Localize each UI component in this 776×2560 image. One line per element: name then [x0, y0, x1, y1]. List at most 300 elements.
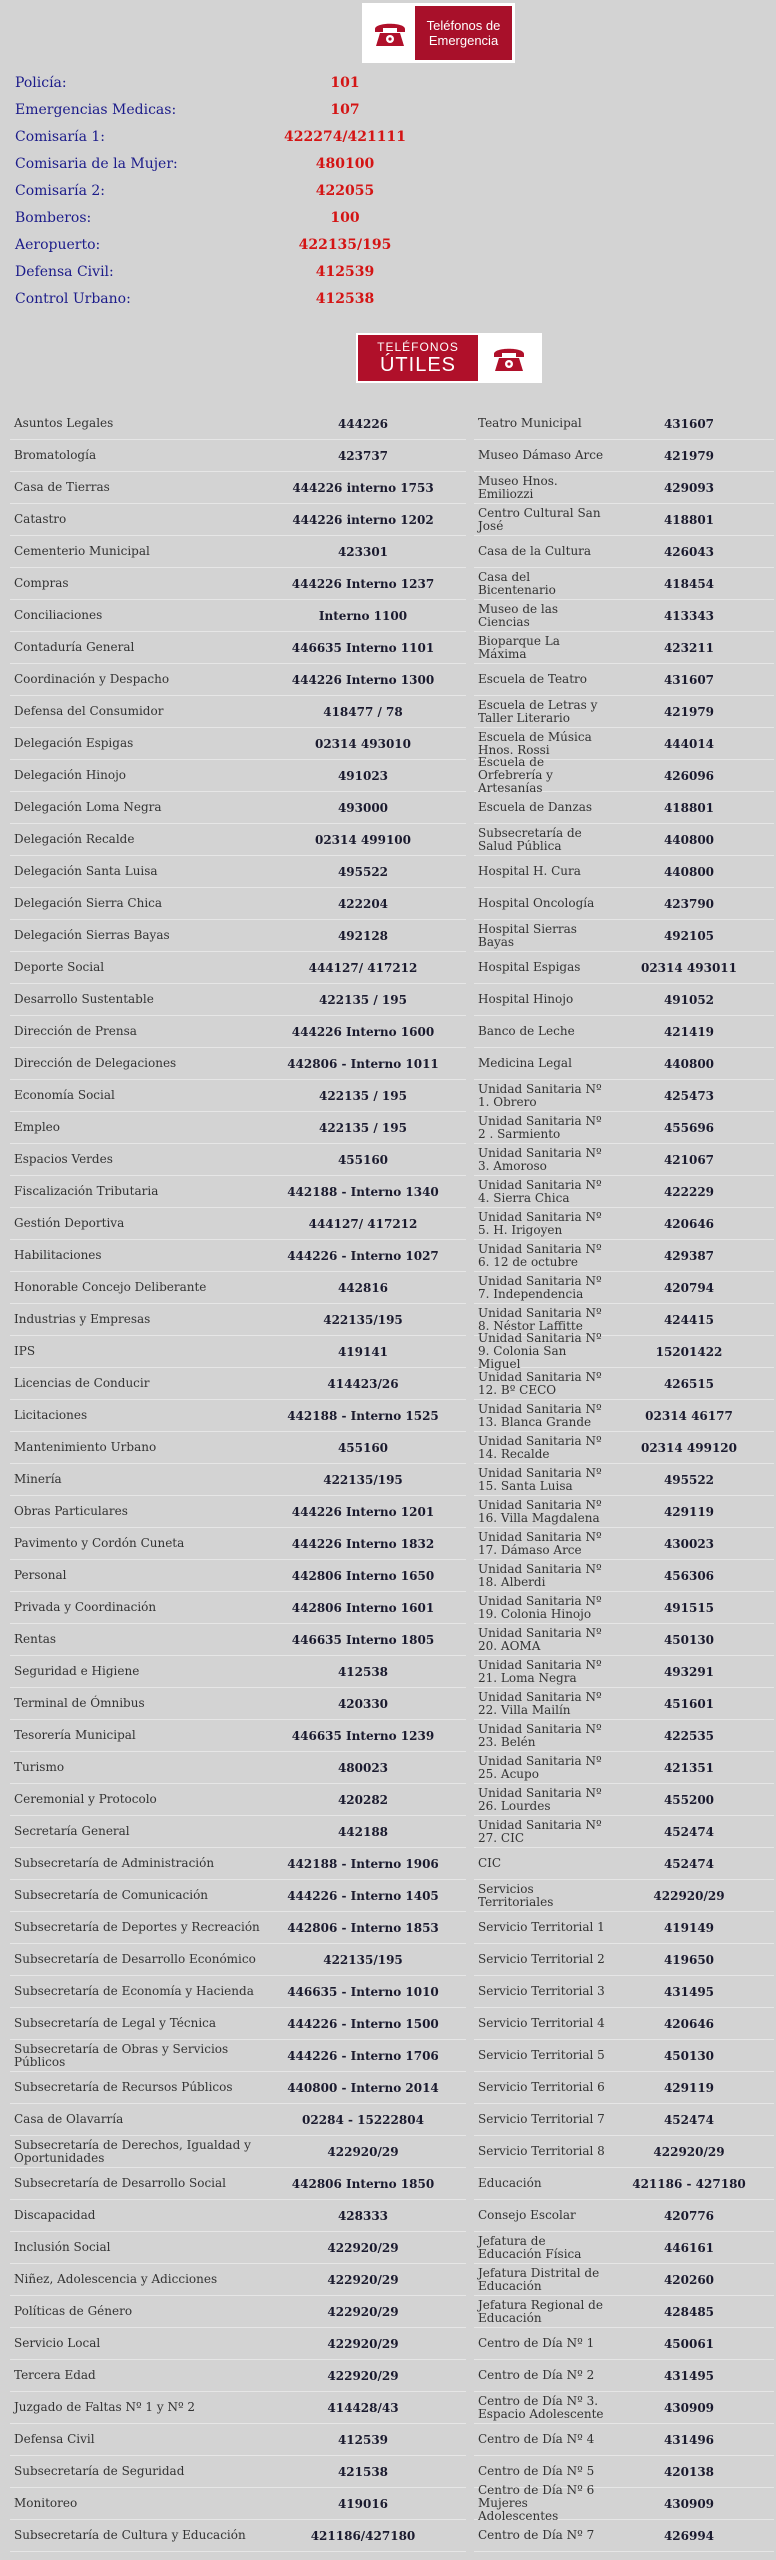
phone-number[interactable]: 450061 [663, 2336, 715, 2351]
phone-number[interactable]: 440800 [663, 864, 715, 879]
phone-number[interactable]: 425473 [663, 1088, 715, 1103]
phone-number[interactable]: 418454 [663, 576, 715, 591]
office-name: Unidad Sanitaria Nº 9. Colonia San Miguel [478, 1331, 602, 1371]
phone-number[interactable]: 422229 [663, 1184, 715, 1199]
phone-number[interactable]: 440800 [663, 832, 715, 847]
emergency-row [15, 259, 515, 286]
office-name: Subsecretaría de Cultura y Educación [14, 2528, 246, 2542]
office-name: Unidad Sanitaria Nº 20. AOMA [478, 1625, 602, 1653]
directory-row [10, 1592, 466, 1624]
directory-row [474, 1464, 774, 1496]
phone-number[interactable]: 422920/29 [653, 2144, 725, 2159]
phone-number[interactable]: 02314 499120 [640, 1440, 738, 1455]
directory-row [10, 728, 466, 760]
office-name: Industrias y Empresas [14, 1312, 151, 1326]
office-name: Compras [14, 576, 69, 590]
office-name: Subsecretaría de Derechos, Igualdad y Oportunidades [14, 2137, 251, 2165]
phone-number[interactable]: 440800 - Interno 2014 [287, 2080, 439, 2095]
office-name: Educación [478, 2176, 542, 2190]
phone-number[interactable]: 413343 [663, 608, 715, 623]
office-name: Casa del Bicentenario [478, 569, 556, 597]
phone-number[interactable]: 444226 Interno 1600 [291, 1024, 435, 1039]
phone-number[interactable]: 422135 / 195 [319, 992, 407, 1007]
emergency-number[interactable]: 422135/195 [298, 237, 392, 253]
emergency-label: Control Urbano: [15, 291, 131, 307]
phone-number[interactable]: 420776 [663, 2208, 715, 2223]
phone-number[interactable]: 422920/29 [327, 2272, 399, 2287]
office-name: Hospital Espigas [478, 960, 581, 974]
phone-number[interactable]: 431495 [663, 1984, 715, 1999]
phone-number[interactable]: 421186/427180 [310, 2528, 416, 2543]
phone-number[interactable]: 430023 [663, 1536, 715, 1551]
phone-number[interactable]: 442188 - Interno 1906 [287, 1856, 439, 1871]
emergency-banner-line2: Emergencia [428, 33, 499, 48]
phone-number[interactable]: 421351 [663, 1760, 715, 1775]
phone-number[interactable]: 450130 [663, 1632, 715, 1647]
office-name: Monitoreo [14, 2496, 78, 2510]
emergency-row [15, 124, 515, 151]
directory-row [474, 1592, 774, 1624]
office-name: Espacios Verdes [14, 1152, 113, 1166]
office-name: Unidad Sanitaria Nº 14. Recalde [478, 1433, 602, 1461]
directory-row [10, 1400, 466, 1432]
office-name: Unidad Sanitaria Nº 4. Sierra Chica [478, 1177, 602, 1205]
phone-number[interactable]: 420138 [663, 2464, 715, 2479]
office-name: Unidad Sanitaria Nº 16. Villa Magdalena [478, 1497, 602, 1525]
office-name: Políticas de Género [14, 2304, 133, 2318]
phone-number[interactable]: 428333 [337, 2208, 389, 2223]
phone-number[interactable]: 423737 [337, 448, 389, 463]
phone-number[interactable]: 493000 [337, 800, 389, 815]
phone-number[interactable]: 444226 Interno 1237 [291, 576, 435, 591]
directory-row [10, 2168, 466, 2200]
phone-number[interactable]: 420794 [663, 1280, 715, 1295]
directory-row [474, 1656, 774, 1688]
phone-number[interactable]: 420646 [663, 2016, 715, 2031]
directory-row [474, 2483, 774, 2523]
directory-row [474, 568, 774, 600]
phone-number[interactable]: 420646 [663, 1216, 715, 1231]
office-name: Servicio Local [14, 2336, 101, 2350]
office-name: Secretaría General [14, 1824, 130, 1838]
directory-row [474, 1208, 774, 1240]
office-name: Servicio Territorial 2 [478, 1952, 605, 1966]
emergency-number[interactable]: 422055 [315, 183, 375, 199]
directory-row [474, 1912, 774, 1944]
phone-number[interactable]: 426994 [663, 2528, 715, 2543]
directory-row [10, 824, 466, 856]
directory-row [474, 792, 774, 824]
directory-row [10, 1144, 466, 1176]
phone-number[interactable]: 414423/26 [327, 1376, 399, 1391]
phone-number[interactable]: 418801 [663, 800, 715, 815]
phone-number[interactable]: 442806 - Interno 1011 [287, 1056, 439, 1071]
phone-number[interactable]: 429093 [663, 480, 715, 495]
office-name: IPS [14, 1344, 36, 1358]
office-name: CIC [478, 1856, 502, 1870]
office-name: Deporte Social [14, 960, 105, 974]
office-name: Contaduría General [14, 640, 135, 654]
directory-row [10, 2136, 466, 2168]
office-name: Unidad Sanitaria Nº 22. Villa Mailín [478, 1689, 602, 1717]
phone-number[interactable]: 444127/ 417212 [308, 960, 418, 975]
phone-number[interactable]: 456306 [663, 1568, 715, 1583]
office-name: Unidad Sanitaria Nº 12. Bº CECO [478, 1369, 602, 1397]
phone-number[interactable]: 422135/195 [323, 1472, 403, 1487]
emergency-number[interactable]: 422274/421111 [283, 129, 406, 145]
directory-row [474, 696, 774, 728]
phone-number[interactable]: 422204 [337, 896, 389, 911]
phone-number[interactable]: 444226 - Interno 1706 [287, 2048, 439, 2063]
directory-row [10, 1432, 466, 1464]
emergency-number[interactable]: 100 [330, 210, 360, 226]
directory-row [10, 2456, 466, 2488]
office-name: Bioparque La Máxima [478, 633, 560, 661]
phone-number[interactable]: 446635 Interno 1805 [291, 1632, 435, 1647]
phone-number[interactable]: 451601 [663, 1696, 715, 1711]
office-name: Centro de Día Nº 1 [478, 2336, 595, 2350]
phone-number[interactable]: 442188 [337, 1824, 389, 1839]
office-name: Subsecretaría de Seguridad [14, 2464, 185, 2478]
office-name: Hospital H. Cura [478, 864, 581, 878]
phone-number[interactable]: 412538 [337, 1664, 389, 1679]
phone-number[interactable]: 422135 / 195 [319, 1088, 407, 1103]
office-name: Privada y Coordinación [14, 1600, 157, 1614]
directory-row [10, 2104, 466, 2136]
phone-number[interactable]: 426096 [663, 768, 715, 783]
phone-number[interactable]: 421979 [663, 448, 715, 463]
phone-number[interactable]: 452474 [663, 2112, 715, 2127]
phone-number[interactable]: 491515 [663, 1600, 715, 1615]
phone-number[interactable]: 444226 Interno 1300 [291, 672, 435, 687]
office-name: Unidad Sanitaria Nº 23. Belén [478, 1721, 602, 1749]
emergency-number[interactable]: 101 [330, 75, 360, 91]
office-name: Tesorería Municipal [14, 1728, 136, 1742]
phone-number[interactable]: 480023 [337, 1760, 389, 1775]
office-name: Medicina Legal [478, 1056, 572, 1070]
directory-row [10, 1848, 466, 1880]
directory-row [10, 2040, 466, 2072]
office-name: Hospital Sierras Bayas [478, 921, 577, 949]
phone-number[interactable]: 422920/29 [327, 2144, 399, 2159]
office-name: Escuela de Música Hnos. Rossi [478, 729, 592, 757]
phone-number[interactable]: 429119 [663, 1504, 715, 1519]
phone-number[interactable]: 446161 [663, 2240, 715, 2255]
office-name: Jefatura Distrital de Educación [478, 2265, 600, 2293]
useful-banner-line2: ÚTILES [379, 354, 457, 376]
phone-number[interactable]: 418477 / 78 [323, 704, 403, 719]
phone-number[interactable]: 430909 [663, 2400, 715, 2415]
directory-row [10, 472, 466, 504]
directory-row [474, 1880, 774, 1912]
office-name: Dirección de Prensa [14, 1024, 137, 1038]
office-name: Unidad Sanitaria Nº 15. Santa Luisa [478, 1465, 602, 1493]
phone-number[interactable]: 412539 [337, 2432, 389, 2447]
phone-number[interactable]: 444226 [337, 416, 389, 431]
directory-row [474, 1331, 774, 1371]
phone-number[interactable]: 444226 - Interno 1027 [287, 1248, 439, 1263]
office-name: Servicio Territorial 7 [478, 2112, 605, 2126]
directory-row [474, 2296, 774, 2328]
directory-row [474, 1080, 774, 1112]
phone-number[interactable]: 444226 interno 1753 [292, 480, 434, 495]
directory-row [10, 1368, 466, 1400]
phone-number[interactable]: 419650 [663, 1952, 715, 1967]
emergency-label: Policía: [15, 75, 67, 91]
directory-row [474, 504, 774, 536]
phone-number[interactable]: 431496 [663, 2432, 715, 2447]
directory-row [10, 1336, 466, 1368]
phone-number[interactable]: 02284 - 15222804 [302, 2112, 424, 2127]
phone-number[interactable]: Interno 1100 [318, 608, 408, 623]
phone-number[interactable]: 426515 [663, 1376, 715, 1391]
office-name: Museo de las Ciencias [478, 601, 559, 629]
directory-row [10, 408, 466, 440]
phone-number[interactable]: 446635 - Interno 1010 [287, 1984, 439, 1999]
office-name: Casa de Tierras [14, 480, 110, 494]
directory-row [474, 952, 774, 984]
phone-number[interactable]: 426043 [663, 544, 715, 559]
directory-row [474, 2200, 774, 2232]
useful-phones-right-column [474, 408, 774, 2552]
phone-number[interactable]: 02314 493011 [640, 960, 738, 975]
directory-row [10, 1944, 466, 1976]
phone-number[interactable]: 446635 Interno 1239 [291, 1728, 435, 1743]
directory-row [10, 664, 466, 696]
phone-number[interactable]: 429387 [663, 1248, 715, 1263]
office-name: Fiscalización Tributaria [14, 1184, 159, 1198]
office-name: Turismo [14, 1760, 65, 1774]
phone-number[interactable]: 430909 [663, 2496, 715, 2511]
phone-number[interactable]: 442188 - Interno 1525 [287, 1408, 439, 1423]
phone-number[interactable]: 452474 [663, 1856, 715, 1871]
office-name: Minería [14, 1472, 62, 1486]
directory-row [10, 2296, 466, 2328]
phone-number[interactable]: 15201422 [655, 1344, 723, 1359]
directory-row [474, 2104, 774, 2136]
phone-number[interactable]: 446635 Interno 1101 [291, 640, 435, 655]
phone-number[interactable]: 422920/29 [327, 2304, 399, 2319]
directory-row [474, 1560, 774, 1592]
phone-number[interactable]: 422135 / 195 [319, 1120, 407, 1135]
phone-number[interactable]: 442806 Interno 1850 [291, 2176, 435, 2191]
phone-number[interactable]: 423301 [337, 544, 389, 559]
phone-number[interactable]: 421979 [663, 704, 715, 719]
phone-number[interactable]: 431607 [663, 416, 715, 431]
directory-row [474, 1496, 774, 1528]
office-name: Centro de Día Nº 3. Espacio Adolescente [478, 2393, 604, 2421]
phone-number[interactable]: 492128 [337, 928, 389, 943]
phone-number[interactable]: 422535 [663, 1728, 715, 1743]
directory-row [474, 1240, 774, 1272]
phone-number[interactable]: 495522 [663, 1472, 715, 1487]
directory-row [474, 664, 774, 696]
emergency-number[interactable]: 107 [330, 102, 360, 118]
office-name: Empleo [14, 1120, 60, 1134]
office-name: Delegación Loma Negra [14, 800, 162, 814]
emergency-number[interactable]: 412539 [315, 264, 375, 280]
directory-row [474, 2136, 774, 2168]
phone-number[interactable]: 421538 [337, 2464, 389, 2479]
office-name: Dirección de Delegaciones [14, 1056, 177, 1070]
phone-number[interactable]: 492105 [663, 928, 715, 943]
office-name: Unidad Sanitaria Nº 27. CIC [478, 1817, 602, 1845]
office-name: Escuela de Teatro [478, 672, 587, 686]
directory-row [10, 1656, 466, 1688]
emergency-number[interactable]: 480100 [315, 156, 375, 172]
directory-row [10, 1304, 466, 1336]
phone-number[interactable]: 455200 [663, 1792, 715, 1807]
emergency-banner-line1: Teléfonos de [426, 18, 501, 33]
directory-row [474, 536, 774, 568]
office-name: Catastro [14, 512, 67, 526]
office-name: Cementerio Municipal [14, 544, 150, 558]
directory-row [10, 2264, 466, 2296]
directory-row [474, 1016, 774, 1048]
phone-number[interactable]: 423211 [663, 640, 715, 655]
phone-number[interactable]: 493291 [663, 1664, 715, 1679]
directory-row [10, 984, 466, 1016]
directory-row [10, 1912, 466, 1944]
phone-number[interactable]: 421419 [663, 1024, 715, 1039]
directory-row [474, 1432, 774, 1464]
phone-number[interactable]: 418801 [663, 512, 715, 527]
directory-row [10, 1560, 466, 1592]
phone-number[interactable]: 422135/195 [323, 1312, 403, 1327]
phone-number[interactable]: 452474 [663, 1824, 715, 1839]
phone-number[interactable]: 420282 [337, 1792, 389, 1807]
directory-row [10, 856, 466, 888]
directory-row [474, 1176, 774, 1208]
phone-number[interactable]: 442806 Interno 1601 [291, 1600, 435, 1615]
office-name: Unidad Sanitaria Nº 19. Colonia Hinojo [478, 1593, 602, 1621]
phone-number[interactable]: 442806 - Interno 1853 [287, 1920, 439, 1935]
phone-number[interactable]: 444226 Interno 1201 [291, 1504, 435, 1519]
phone-number[interactable]: 444226 interno 1202 [292, 512, 434, 527]
phone-number[interactable]: 444014 [663, 736, 715, 751]
directory-row [474, 920, 774, 952]
directory-row [474, 1752, 774, 1784]
phone-number[interactable]: 422920/29 [327, 2336, 399, 2351]
phone-number[interactable]: 428485 [663, 2304, 715, 2319]
directory-row [10, 2392, 466, 2424]
directory-row [474, 1944, 774, 1976]
phone-number[interactable]: 02314 493010 [314, 736, 412, 751]
phone-number[interactable]: 431495 [663, 2368, 715, 2383]
phone-number[interactable]: 419016 [337, 2496, 389, 2511]
office-name: Juzgado de Faltas Nº 1 y Nº 2 [14, 2400, 196, 2414]
phone-number[interactable]: 421186 - 427180 [632, 2176, 746, 2191]
emergency-label: Comisaria de la Mujer: [15, 156, 178, 172]
emergency-phones-banner [362, 3, 515, 63]
phone-number[interactable]: 431607 [663, 672, 715, 687]
directory-row [10, 952, 466, 984]
phone-number[interactable]: 495522 [337, 864, 389, 879]
office-name: Escuela de Orfebrería y Artesanías [478, 755, 553, 795]
directory-row [474, 888, 774, 920]
phone-number[interactable]: 02314 499100 [314, 832, 412, 847]
office-name: Delegación Sierras Bayas [14, 928, 170, 942]
phone-number[interactable]: 419149 [663, 1920, 715, 1935]
directory-row [10, 1048, 466, 1080]
phone-number[interactable]: 450130 [663, 2048, 715, 2063]
office-name: Unidad Sanitaria Nº 6. 12 de octubre [478, 1241, 602, 1269]
directory-row [474, 1528, 774, 1560]
telephone-icon [478, 335, 540, 381]
directory-row [474, 2392, 774, 2424]
office-name: Hospital Oncología [478, 896, 595, 910]
office-name: Unidad Sanitaria Nº 13. Blanca Grande [478, 1401, 602, 1429]
directory-row [10, 1496, 466, 1528]
office-name: Servicio Territorial 6 [478, 2080, 605, 2094]
directory-row [474, 1720, 774, 1752]
phone-number[interactable]: 491052 [663, 992, 715, 1007]
phone-number[interactable]: 02314 46177 [645, 1408, 733, 1423]
phone-number[interactable]: 422920/29 [653, 1888, 725, 1903]
office-name: Honorable Concejo Deliberante [14, 1280, 207, 1294]
office-name: Licitaciones [14, 1408, 88, 1422]
phone-number[interactable]: 422920/29 [327, 2240, 399, 2255]
emergency-number[interactable]: 412538 [315, 291, 375, 307]
phone-number[interactable]: 414428/43 [327, 2400, 399, 2415]
useful-banner-line1: TELÉFONOS [377, 340, 459, 354]
directory-row [10, 2488, 466, 2520]
phone-number[interactable]: 419141 [337, 1344, 389, 1359]
office-name: Teatro Municipal [478, 416, 582, 430]
phone-number[interactable]: 423790 [663, 896, 715, 911]
office-name: Desarrollo Sustentable [14, 992, 154, 1006]
directory-row [474, 1976, 774, 2008]
phone-number[interactable]: 455160 [337, 1152, 389, 1167]
phone-number[interactable]: 455696 [663, 1120, 715, 1135]
phone-number[interactable]: 421067 [663, 1152, 715, 1167]
office-name: Jefatura Regional de Educación [478, 2297, 603, 2325]
phone-number[interactable]: 429119 [663, 2080, 715, 2095]
phone-number[interactable]: 444127/ 417212 [308, 1216, 418, 1231]
phone-number[interactable]: 455160 [337, 1440, 389, 1455]
phone-number[interactable]: 442816 [337, 1280, 389, 1295]
emergency-row [15, 232, 515, 259]
directory-row [474, 755, 774, 795]
phone-number[interactable]: 444226 - Interno 1405 [287, 1888, 439, 1903]
phone-number[interactable]: 444226 - Interno 1500 [287, 2016, 439, 2031]
phone-number[interactable]: 422135/195 [323, 1952, 403, 1967]
directory-row [10, 1528, 466, 1560]
office-name: Hospital Hinojo [478, 992, 574, 1006]
directory-row [10, 2328, 466, 2360]
office-name: Unidad Sanitaria Nº 26. Lourdes [478, 1785, 602, 1813]
directory-row [10, 1784, 466, 1816]
phone-number[interactable]: 440800 [663, 1056, 715, 1071]
phone-number[interactable]: 444226 Interno 1832 [291, 1536, 435, 1551]
office-name: Servicios Territoriales [478, 1881, 554, 1909]
phone-number[interactable]: 420330 [337, 1696, 389, 1711]
phone-number[interactable]: 442188 - Interno 1340 [287, 1184, 439, 1199]
phone-number[interactable]: 491023 [337, 768, 389, 783]
office-name: Asuntos Legales [14, 416, 114, 430]
directory-row [474, 472, 774, 504]
office-name: Escuela de Letras y Taller Literario [478, 697, 598, 725]
office-name: Museo Hnos. Emiliozzi [478, 473, 558, 501]
emergency-phone-list [15, 70, 515, 313]
phone-number[interactable]: 420260 [663, 2272, 715, 2287]
office-name: Pavimento y Cordón Cuneta [14, 1536, 185, 1550]
phone-number[interactable]: 422920/29 [327, 2368, 399, 2383]
office-name: Delegación Santa Luisa [14, 864, 158, 878]
office-name: Servicio Territorial 4 [478, 2016, 605, 2030]
phone-number[interactable]: 424415 [663, 1312, 715, 1327]
phone-number[interactable]: 442806 Interno 1650 [291, 1568, 435, 1583]
